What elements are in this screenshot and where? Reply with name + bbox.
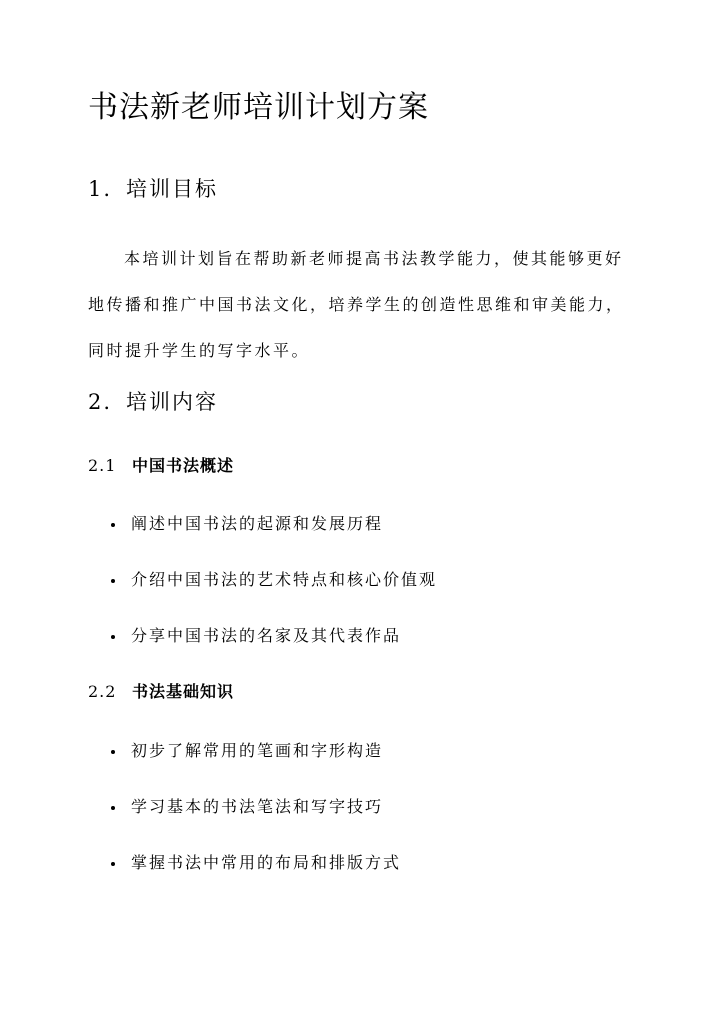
list-item-text: 掌握书法中常用的布局和排版方式 <box>131 853 402 872</box>
bullet-icon <box>111 750 115 754</box>
list-item-text: 分享中国书法的名家及其代表作品 <box>131 626 402 645</box>
bullet-icon <box>111 806 115 810</box>
bullet-icon <box>111 579 115 583</box>
section-paragraph: 本培训计划旨在帮助新老师提高书法教学能力，使其能够更好地传播和推广中国书法文化，培养学生的创造性思维和审美能力，同时提升学生的写字水平。 <box>88 249 625 360</box>
list-item-text: 介绍中国书法的艺术特点和核心价值观 <box>131 570 438 589</box>
list-item-text: 学习基本的书法笔法和写字技巧 <box>131 797 384 816</box>
subsection-number: 2.1 <box>88 456 117 475</box>
section-heading-1 <box>88 174 218 204</box>
list-item-text: 初步了解常用的笔画和字形构造 <box>131 741 384 760</box>
subsection-heading-2-1 <box>88 454 234 478</box>
subsection-heading-2-2 <box>88 680 234 704</box>
section-title: 培训目标 <box>126 177 218 201</box>
list-item-text: 阐述中国书法的起源和发展历程 <box>131 514 384 533</box>
subsection-title: 中国书法概述 <box>132 456 235 475</box>
section-number: 1. <box>88 177 113 201</box>
section-heading-2 <box>88 387 218 417</box>
document-title: 书法新老师培训计划方案 <box>88 90 429 125</box>
section-title: 培训内容 <box>126 390 218 414</box>
subsection-title: 书法基础知识 <box>132 682 235 701</box>
bullet-icon <box>111 862 115 866</box>
section-number: 2. <box>88 390 113 414</box>
bullet-icon <box>111 523 115 527</box>
bullet-icon <box>111 635 115 639</box>
subsection-number: 2.2 <box>88 682 117 701</box>
